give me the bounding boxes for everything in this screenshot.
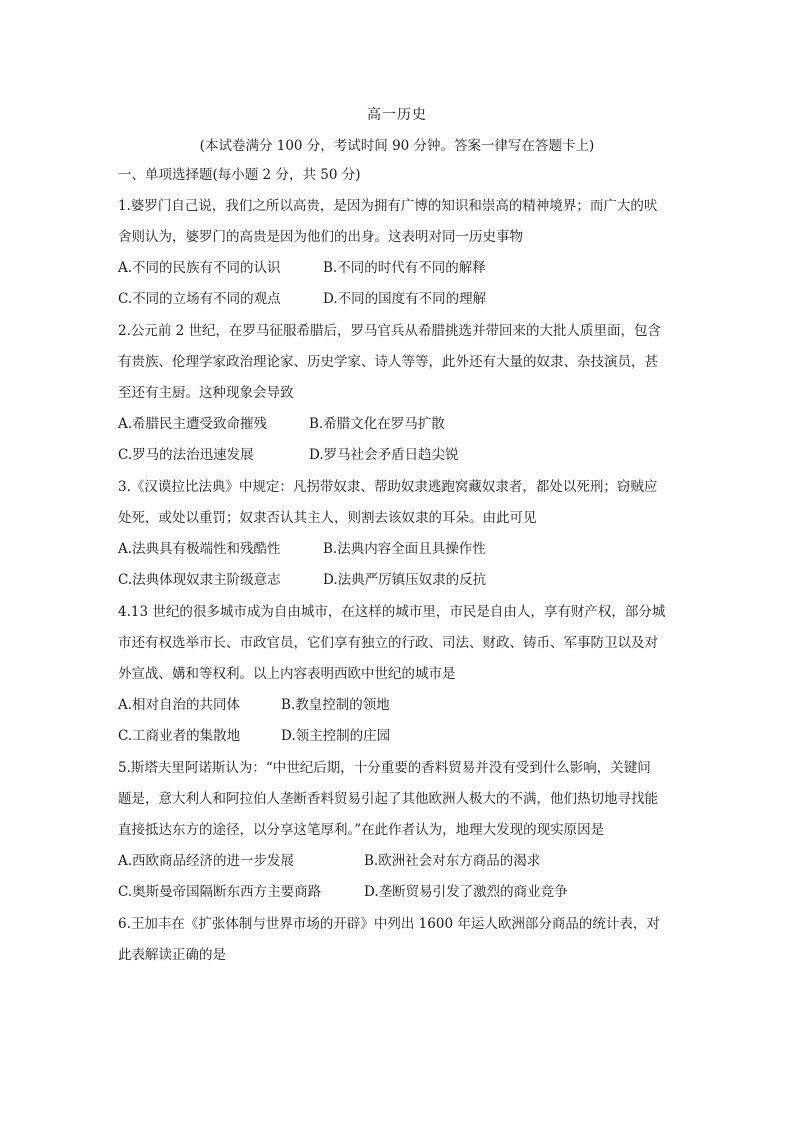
question-5-option-a: A.西欧商品经济的进一步发展 bbox=[118, 853, 295, 869]
question-5-line-3: 直接抵达东方的途径，以分享这笔厚利。”在此作者认为，地理大发现的现实原因是 bbox=[118, 822, 605, 838]
question-2-line-2: 有贵族、伦理学家政治理论家、历史学家、诗人等等，此外还有大量的奴隶、杂技演员，甚 bbox=[118, 354, 658, 370]
exam-instructions: (本试卷满分 100 分，考试时间 90 分钟。答案一律写在答题卡上) bbox=[199, 138, 595, 154]
question-3-option-b: B.法典内容全面且具操作性 bbox=[323, 541, 486, 557]
question-2-line-3: 至还有主厨。这种现象会导致 bbox=[118, 385, 294, 401]
question-3-line-1: 3.《汉谟拉比法典》中规定：凡拐带奴隶、帮助奴隶逃跑窝藏奴隶者，都处以死刑；窃贼应 bbox=[118, 479, 658, 495]
question-1-option-c: C.不同的立场有不同的观点 bbox=[118, 291, 281, 307]
question-4-line-3: 外宣战、媾和等权利。以上内容表明西欧中世纪的城市是 bbox=[118, 666, 456, 682]
question-6-line-2: 此表解读正确的是 bbox=[118, 947, 226, 963]
question-3-option-c: C.法典体现奴隶主阶级意志 bbox=[118, 572, 281, 588]
question-4-option-d: D.领主控制的庄园 bbox=[281, 728, 391, 744]
page-title: 高一历史 bbox=[367, 107, 427, 123]
question-2-option-a: A.希腊民主遭受致命摧残 bbox=[118, 416, 268, 432]
question-5-option-d: D.垄断贸易引发了激烈的商业竞争 bbox=[364, 884, 568, 900]
question-1-line-2: 舍则认为，婆罗门的高贵是因为他们的出身。这表明对同一历史事物 bbox=[118, 229, 523, 245]
question-4-option-a: A.相对自治的共同体 bbox=[118, 697, 241, 713]
question-5-line-2: 题是，意大利人和阿拉伯人垄断香料贸易引起了其他欧洲人极大的不满，他们热切地寻找能 bbox=[118, 791, 658, 807]
question-6-line-1: 6.王加丰在《扩张体制与世界市场的开辟》中列出 1600 年运人欧洲部分商品的统计表，对 bbox=[118, 916, 660, 932]
question-3-line-2: 处死，或处以重罚；奴隶否认其主人，则割去该奴隶的耳朵。由此可见 bbox=[118, 510, 537, 526]
question-2-option-b: B.希腊文化在罗马扩散 bbox=[309, 416, 445, 432]
question-2-line-1: 2.公元前 2 世纪，在罗马征服希腊后，罗马官兵从希腊挑选并带回来的大批人质里面，包含 bbox=[118, 323, 662, 339]
question-2-option-c: C.罗马的法治迅速发展 bbox=[118, 447, 254, 463]
question-4-option-b: B.教皇控制的领地 bbox=[281, 697, 390, 713]
question-1-line-1: 1.婆罗门自己说，我们之所以高贵，是因为拥有广博的知识和崇高的精神境界；而广大的吠 bbox=[118, 198, 658, 214]
question-5-option-c: C.奥斯曼帝国隔断东西方主要商路 bbox=[118, 884, 322, 900]
section-heading: 一、单项选择题(每小题 2 分，共 50 分) bbox=[118, 167, 361, 183]
question-3-option-a: A.法典具有极端性和残酷性 bbox=[118, 541, 281, 557]
question-5-line-1: 5.斯塔夫里阿诺斯认为：“中世纪后期，十分重要的香料贸易并没有受到什么影响，关键问 bbox=[118, 760, 651, 776]
question-5-option-b: B.欧洲社会对东方商品的渴求 bbox=[364, 853, 541, 869]
question-1-option-d: D.不同的国度有不同的理解 bbox=[323, 291, 487, 307]
question-2-option-d: D.罗马社会矛盾日趋尖锐 bbox=[309, 447, 459, 463]
question-4-option-c: C.工商业者的集散地 bbox=[118, 728, 241, 744]
question-3-option-d: D.法典严厉镇压奴隶的反抗 bbox=[323, 572, 487, 588]
question-4-line-1: 4.13 世纪的很多城市成为自由城市，在这样的城市里，市民是自由人，享有财产权，部分城 bbox=[118, 604, 666, 620]
question-1-option-a: A.不同的民族有不同的认识 bbox=[118, 260, 281, 276]
question-4-line-2: 市还有权选举市长、市政官员，它们享有独立的行政、司法、财政、铸币、军事防卫以及对 bbox=[118, 635, 658, 651]
question-1-option-b: B.不同的时代有不同的解释 bbox=[323, 260, 486, 276]
